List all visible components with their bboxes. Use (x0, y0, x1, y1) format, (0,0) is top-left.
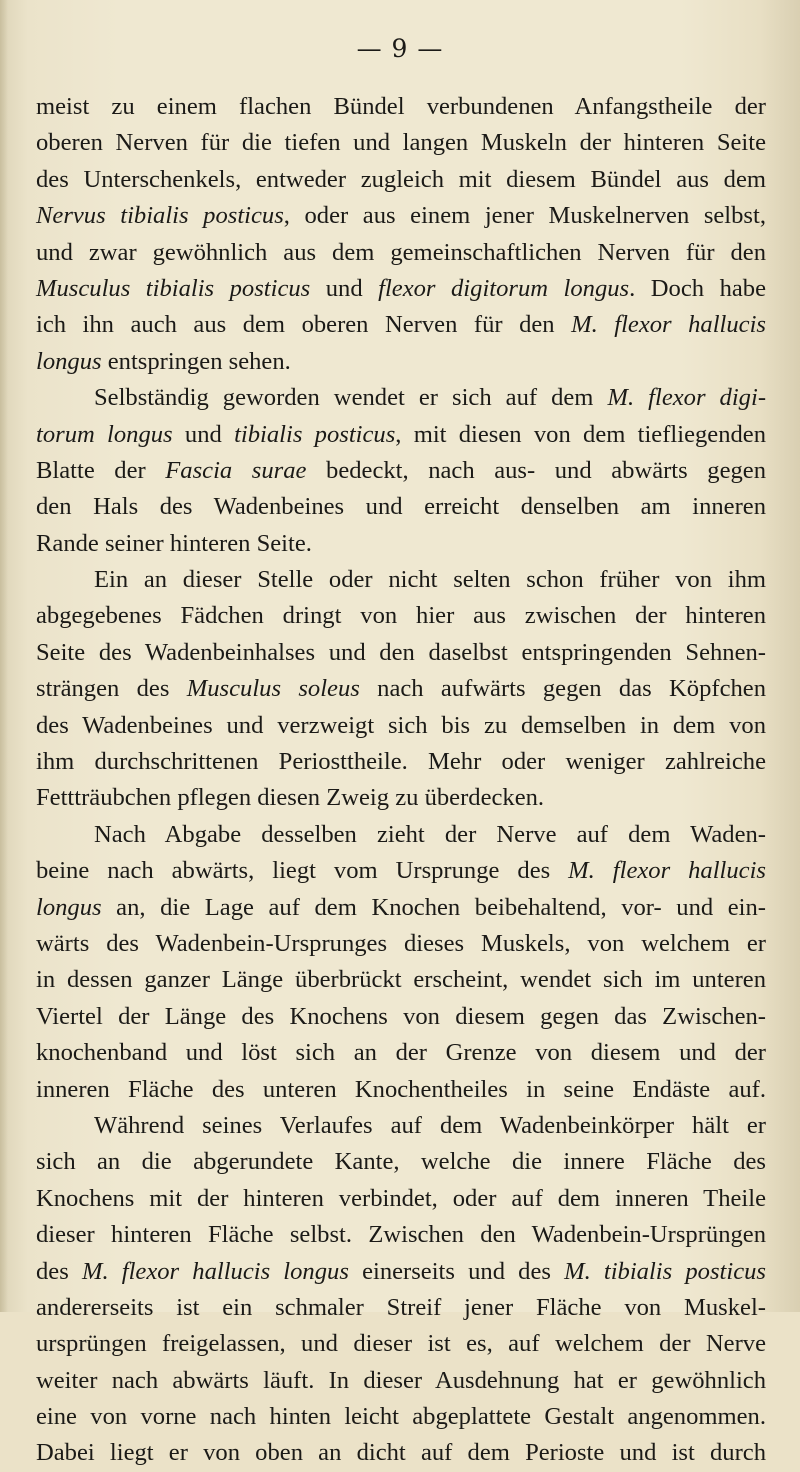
text-segment: eine von vorne nach hinten leicht abgeplattete Gestalt angenommen. (36, 1403, 766, 1431)
italic-term: M. flexor digi- (607, 384, 767, 412)
text-segment: Ein an dieser Stelle oder nicht selten schon früher von ihm (94, 566, 766, 594)
italic-term: torum longus (36, 420, 173, 448)
italic-term: tibialis posticus (234, 420, 396, 448)
text-segment: meist zu einem flachen Bündel verbundenen Anfangstheile der (36, 93, 766, 120)
text-line (36, 671, 766, 707)
text-segment: andererseits ist ein schmaler Streif jener Fläche von Muskel- (36, 1293, 766, 1321)
text-segment: Seite des Wadenbeinhalses und den daselbst entspringenden Sehnen- (36, 638, 766, 666)
text-line (36, 1290, 766, 1326)
text-segment: ursprüngen freigelassen, und dieser ist es, auf welchem der Nerve (36, 1330, 766, 1358)
text-line (36, 1435, 766, 1471)
text-line (36, 344, 766, 380)
text-segment: strängen des (36, 675, 187, 703)
italic-term: M. flexor hallucis (571, 311, 766, 339)
page-number: — 9 — (356, 34, 444, 63)
text-line (36, 926, 766, 962)
text-segment: des Unterschenkels, entweder zugleich mit diesem Bündel aus dem (36, 165, 766, 193)
text-segment: Rande seiner hinteren Seite. (36, 529, 312, 557)
text-line (36, 235, 766, 271)
text-line (36, 708, 766, 744)
text-segment: des (36, 1257, 82, 1285)
text-line (36, 598, 766, 634)
text-segment: weiter nach abwärts läuft. In dieser Ausdehnung hat er gewöhnlich (36, 1366, 766, 1394)
text-segment: Knochens mit der hinteren verbindet, oder auf dem inneren Theile (36, 1184, 766, 1212)
body-text (36, 89, 766, 1472)
text-segment: den Hals des Wadenbeines und erreicht denselben am inneren (36, 493, 766, 521)
text-segment: nach aufwärts gegen das Köpfchen (359, 675, 766, 703)
text-segment: an, die Lage auf dem Knochen beibehaltend, vor- und ein- (101, 893, 766, 921)
text-segment: ihm durchschrittenen Periosttheile. Mehr oder weniger zahlreiche (36, 748, 766, 776)
page-edge-shadow (0, 0, 8, 1312)
text-segment: Dabei liegt er von oben an dicht auf dem Perioste und ist durch (36, 1439, 766, 1467)
text-segment: Nach Abgabe desselben zieht der Nerve auf dem Waden- (94, 820, 766, 848)
text-line (36, 307, 766, 343)
text-line (36, 1326, 766, 1362)
text-segment: , oder aus einem jener Muskelnerven selbst, (283, 202, 766, 230)
italic-term: M. flexor hallucis (568, 857, 766, 885)
text-line (36, 999, 766, 1035)
text-line (36, 635, 766, 671)
text-line (36, 853, 766, 889)
italic-term: longus (36, 893, 102, 921)
italic-term: M. tibialis posticus (564, 1257, 766, 1285)
text-segment: Viertel der Länge des Knochens von diesem gegen das Zwischen- (36, 1002, 766, 1030)
text-segment: . Doch habe (629, 274, 766, 302)
italic-term: Nervus tibialis posticus (36, 202, 284, 230)
text-segment: oberen Nerven für die tiefen und langen Muskeln der hinteren Seite (36, 129, 766, 157)
text-line (36, 1072, 766, 1108)
text-segment: ich ihn auch aus dem oberen Nerven für den (36, 311, 572, 339)
text-segment: knochenband und löst sich an der Grenze von diesem und der (36, 1039, 766, 1067)
text-line (36, 162, 766, 198)
text-line (36, 453, 766, 489)
text-line (36, 780, 766, 816)
text-segment: Während seines Verlaufes auf dem Wadenbeinkörper hält er (94, 1111, 766, 1139)
text-line (36, 1399, 766, 1435)
italic-term: flexor digitorum longus (378, 274, 630, 302)
text-segment: des Wadenbeines und verzweigt sich bis zu demselben in dem von (36, 711, 766, 739)
italic-term: Musculus tibialis posticus (36, 274, 311, 302)
text-line (36, 1108, 766, 1144)
text-line (36, 817, 766, 853)
text-segment: und zwar gewöhnlich aus dem gemeinschaftlichen Nerven für den (36, 238, 766, 266)
text-line (36, 125, 766, 161)
text-line (36, 962, 766, 998)
italic-term: Musculus soleus (186, 675, 360, 703)
text-segment: sich an die abgerundete Kante, welche die innere Fläche des (36, 1148, 766, 1176)
text-line (36, 744, 766, 780)
text-line (36, 380, 766, 416)
text-line (36, 526, 766, 562)
text-segment: , mit diesen von dem tiefliegenden (395, 420, 767, 448)
text-line (36, 890, 766, 926)
text-line (36, 1035, 766, 1071)
text-segment: inneren Fläche des unteren Knochentheiles in seine Endäste auf. (36, 1075, 766, 1103)
text-line (36, 417, 766, 453)
text-segment: und (172, 420, 235, 448)
text-segment: und (310, 274, 379, 302)
text-segment: einerseits und des (348, 1257, 565, 1285)
italic-term: M. flexor hallucis longus (81, 1257, 349, 1285)
text-segment: Selbständig geworden wendet er sich auf dem (94, 384, 608, 412)
text-line (36, 198, 766, 234)
text-segment: beine nach abwärts, liegt vom Ursprunge des (36, 857, 569, 885)
text-segment: bedeckt, nach aus- und abwärts gegen (306, 456, 766, 484)
text-line (36, 1144, 766, 1180)
text-segment: Blatte der (36, 456, 166, 484)
text-segment: dieser hinteren Fläche selbst. Zwischen den Wadenbein-Ursprüngen (36, 1221, 766, 1249)
italic-term: longus (36, 347, 102, 375)
text-line (36, 271, 766, 307)
text-line (36, 489, 766, 525)
text-segment: in dessen ganzer Länge überbrückt erscheint, wendet sich im unteren (36, 966, 766, 994)
text-segment: abgegebenes Fädchen dringt von hier aus zwischen der hinteren (36, 602, 766, 630)
text-line (36, 1181, 766, 1217)
text-line (36, 1217, 766, 1253)
text-line (36, 562, 766, 598)
text-segment: entspringen sehen. (101, 347, 291, 375)
text-line (36, 1254, 766, 1290)
text-line (36, 89, 766, 125)
text-line (36, 1363, 766, 1399)
italic-term: Fascia surae (165, 456, 307, 484)
text-segment: wärts des Wadenbein-Ursprunges dieses Muskels, von welchem er (36, 929, 766, 957)
text-segment: Fettträubchen pflegen diesen Zweig zu überdecken. (36, 784, 545, 812)
